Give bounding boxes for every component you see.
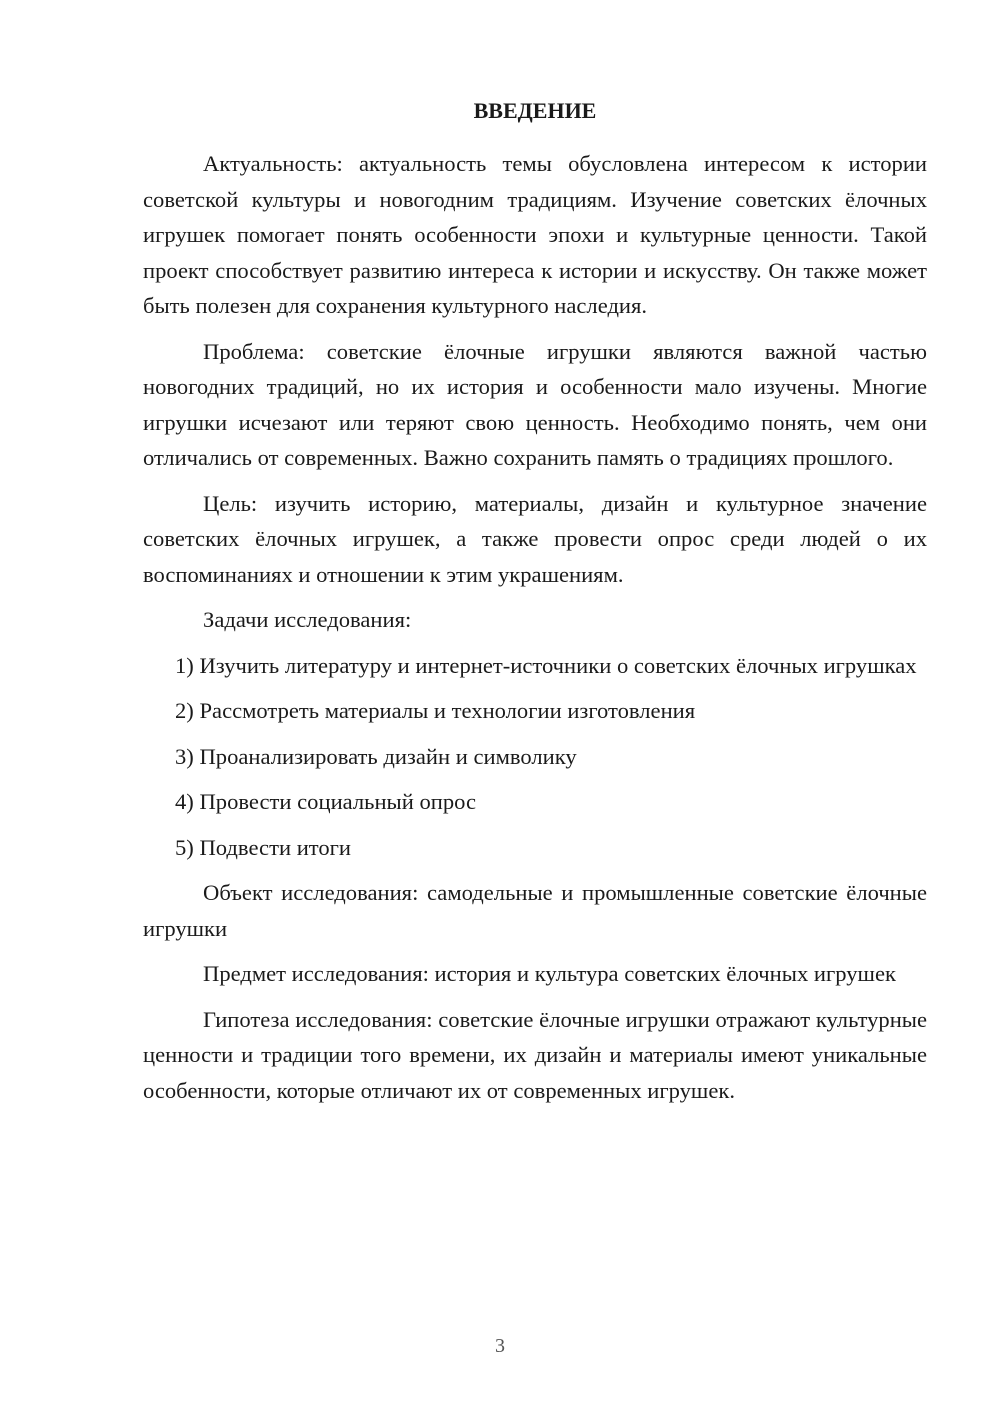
task-item: 3) Проанализировать дизайн и символику — [175, 743, 577, 769]
tasks-title: Задачи исследования: — [203, 607, 412, 632]
task-item: 4) Провести социальный опрос — [175, 789, 477, 814]
page-title: ВВЕДЕНИЕ — [473, 98, 597, 123]
problem-paragraph: Проблема: советские ёлочные игрушки являются важной частью новогодних традиций, но их история и особенности мало изучены. Многие игрушки исчезают или теряют свою ценность. Необходимо понять, чем они отличались от современных. Важно сохранить память о традициях прошлого. — [143, 338, 927, 470]
task-item: 1) Изучить литературу и интернет-источники о советских ёлочных игрушках — [175, 652, 917, 678]
subject-paragraph: Предмет исследования: история и культура советских ёлочных игрушек — [203, 961, 896, 986]
relevance-paragraph: Актуальность: актуальность темы обусловлена интересом к истории советской культуры и новогодним традициям. Изучение советских ёлочных игрушек помогает понять особенности эпохи и культурные ценности. Такой проект способствует развитию интереса к истории и искусству. Он также может быть полезен для сохранения культурного наследия. — [143, 151, 927, 318]
page-number: 3 — [495, 1335, 505, 1357]
page-content — [143, 96, 927, 1108]
object-paragraph: Объект исследования: самодельные и промышленные советские ёлочные игрушки — [143, 880, 927, 941]
task-item: 2) Рассмотреть материалы и технологии изготовления — [175, 698, 696, 723]
goal-paragraph: Цель: изучить историю, материалы, дизайн и культурное значение советских ёлочных игрушек, а также провести опрос среди людей о их воспоминаниях и отношении к этим украшениям. — [143, 490, 927, 587]
hypothesis-paragraph: Гипотеза исследования: советские ёлочные игрушки отражают культурные ценности и традиции того времени, их дизайн и материалы имеют уникальные особенности, которые отличают их от современных игрушек. — [143, 1006, 927, 1103]
task-item: 5) Подвести итоги — [175, 834, 352, 860]
